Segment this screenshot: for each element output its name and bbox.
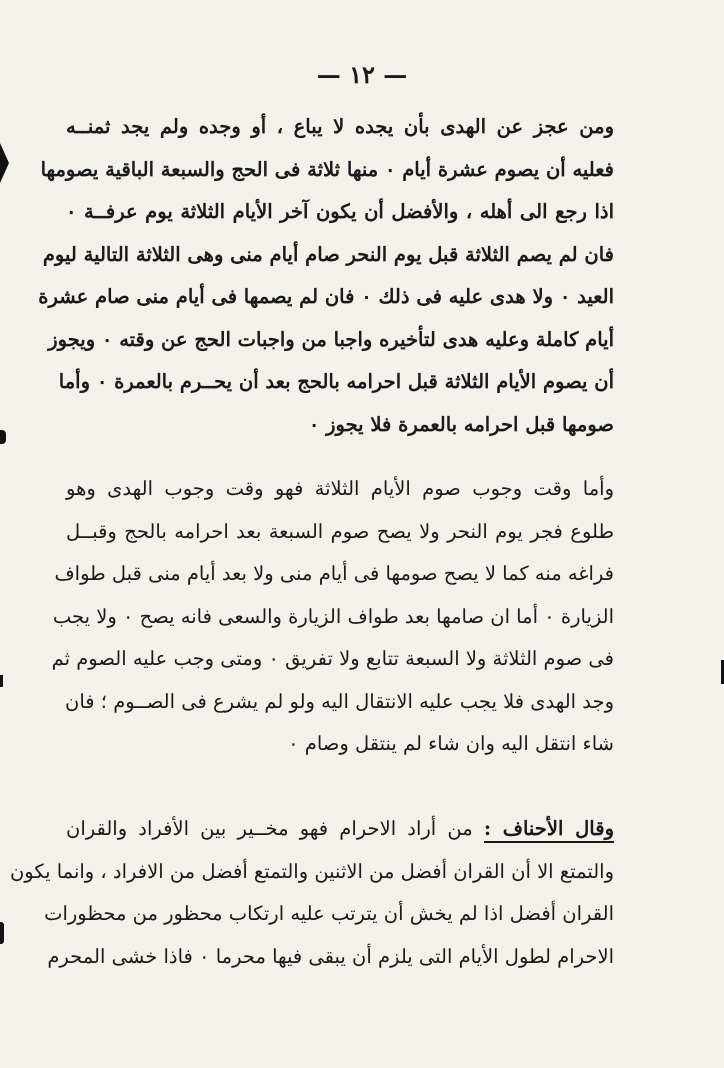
text-line-fragment: من أراد الاحرام فهو مخــير بين الأفراد والقران [66,817,473,840]
paragraph-fasting-time [51,468,614,766]
text-line: فان لم يصم الثلاثة قبل يوم النحر صام أيام منى وهى الثلاثة التالية ليوم [42,242,614,266]
text-line: الاحرام لطول الأيام التى يلزم أن يبقى فيها محرما ٠ فاذا خشى المحرم [47,944,614,968]
paragraph-fasting-alternative [38,106,614,446]
text-line: الزيارة ٠ أما ان صامها بعد طواف الزيارة والسعى فانه يصح ٠ ولا يجب [52,604,614,628]
section-heading: وقال الأحناف : [484,817,614,843]
text-line: العيد ٠ ولا هدى عليه فى ذلك ٠ فان لم يصمها فى أيام منى صام عشرة [38,285,614,308]
text-line: ومن عجز عن الهدى بأن يجده لا يباع ، أو وجده ولم يجد ثمنــه [66,115,614,138]
text-line: فراغه منه كما لا يصح صومها فى أيام منى ولا بعد أيام منى قبل طواف [54,562,614,585]
text-line: اذا رجع الى أهله ، والأفضل أن يكون آخر الأيام الثلاثة يوم عرفــة ٠ [66,200,614,223]
paragraph-hanafi-view [9,808,614,978]
text-line: أيام كاملة وعليه هدى لتأخيره واجبا من واجبات الحج عن وقته ٠ ويجوز [48,327,614,351]
binding-mark [0,143,9,183]
text-line: شاء انتقل اليه وان شاء لم ينتقل وصام ٠ [288,732,614,755]
text-line-with-heading [66,808,614,851]
text-line: فى صوم الثلاثة ولا السبعة تتابع ولا تفريق ٠ ومتى وجب عليه الصوم ثم [51,647,614,670]
text-line: وأما وقت وجوب صوم الأيام الثلاثة فهو وقت وجوب الهدى وهو [66,477,614,500]
text-line: القران أفضل اذا لم يخش أن يترتب عليه ارتكاب محظور من محظورات [44,902,614,925]
binding-mark [0,675,3,687]
binding-mark [0,430,6,444]
text-line: والتمتع الا أن القران أفضل من الاثنين والتمتع أفضل من الافراد ، وانما يكون [9,859,614,883]
text-line: صومها قبل احرامه بالعمرة فلا يجوز ٠ [308,412,614,436]
page-number: — ١٢ — [316,60,408,89]
text-line: فعليه أن يصوم عشرة أيام ٠ منها ثلاثة فى الحج والسبعة الباقية يصومها [40,157,614,181]
text-line: أن يصوم الأيام الثلاثة قبل احرامه بالحج بعد أن يحــرم بالعمرة ٠ وأما [58,370,614,393]
text-line: طلوع فجر يوم النحر ولا يصح صوم السبعة بعد احرامه بالحج وقبــل [66,519,614,543]
binding-mark [0,922,4,944]
text-line: وجد الهدى فلا يجب عليه الانتقال اليه ولو لم يشرع فى الصــوم ؛ فان [65,689,614,713]
